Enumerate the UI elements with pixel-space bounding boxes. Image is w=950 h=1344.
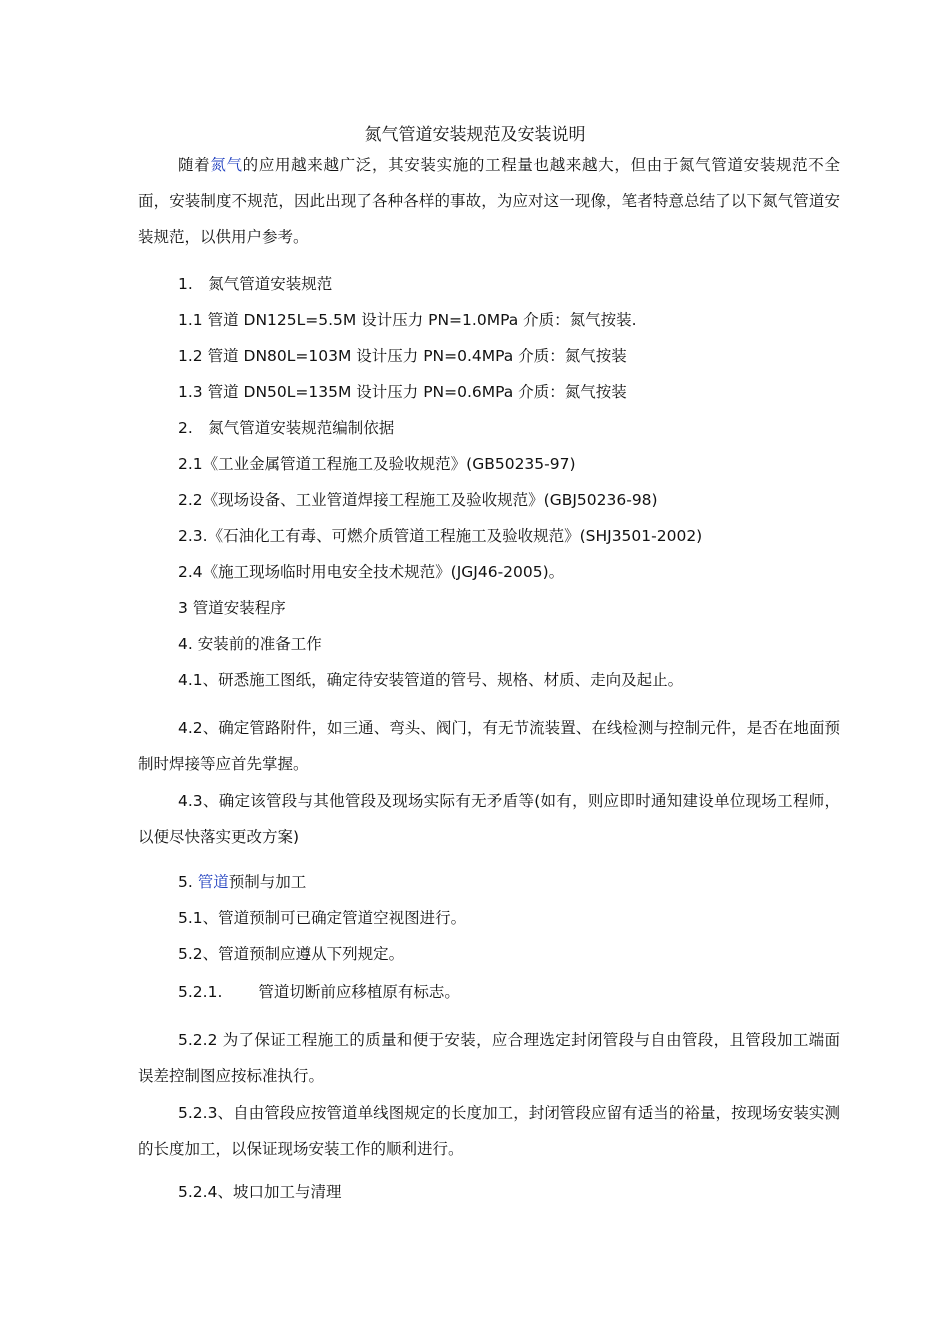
intro-before: 随着: [178, 156, 211, 174]
item-5-2-1-text: 管道切断前应移植原有标志。: [258, 983, 460, 1001]
item-5-2: 5.2、管道预制应遵从下列规定。: [178, 945, 405, 963]
item-5-2-3: 5.2.3、自由管段应按管道单线图规定的长度加工，封闭管段应留有适当的裕量，按现场安装实测的长度加工，以保证现场安装工作的顺利进行。: [138, 1104, 840, 1158]
item-5-2-2: 5.2.2 为了保证工程施工的质量和便于安装，应合理选定封闭管段与自由管段，且管段加工端面误差控制图应按标准执行。: [138, 1031, 840, 1085]
item-4-3: 4.3、确定该管段与其他管段及现场实际有无矛盾等(如有，则应即时通知建设单位现场工程师，以便尽快落实更改方案): [138, 792, 840, 846]
item-5-2-1: [178, 980, 460, 1002]
intro-after: 的应用越来越广泛，其安装实施的工程量也越来越大，但由于氮气管道安装规范不全面，安装制度不规范，因此出现了各种各样的事故，为应对这一现像，笔者特意总结了以下氮气管道安装规范，以供用户参考。: [138, 156, 840, 246]
item-2-4: 2.4《施工现场临时用电安全技术规范》(JGJ46-2005)。: [178, 563, 565, 581]
item-4-1: 4.1、研悉施工图纸，确定待安装管道的管号、规格、材质、走向及起止。: [178, 671, 684, 689]
section-1-heading: 1. 氮气管道安装规范: [178, 275, 333, 293]
section-5-suffix: 预制与加工: [228, 873, 307, 891]
section-5-heading: [178, 870, 306, 892]
item-4-2: 4.2、确定管路附件，如三通、弯头、阀门，有无节流装置、在线检测与控制元件，是否在地面预制时焊接等应首先掌握。: [138, 719, 840, 773]
item-5-2-4: 5.2.4、坡口加工与清理: [178, 1183, 342, 1201]
item-1-3: 1.3 管道 DN50L=135M 设计压力 PN=0.6MPa 介质：氮气按装: [178, 383, 627, 401]
item-2-2: 2.2《现场设备、工业管道焊接工程施工及验收规范》(GBJ50236-98): [178, 491, 658, 509]
item-5-2-1-number: 5.2.1.: [178, 983, 223, 1001]
item-2-1: 2.1《工业金属管道工程施工及验收规范》(GB50235-97): [178, 455, 576, 473]
nitrogen-link[interactable]: 氮气: [210, 156, 243, 174]
section-5-prefix: 5.: [178, 873, 198, 891]
pipe-link[interactable]: 管道: [197, 873, 229, 891]
item-2-3: 2.3.《石油化工有毒、可燃介质管道工程施工及验收规范》(SHJ3501-2002): [178, 527, 703, 545]
section-4-heading: 4. 安装前的准备工作: [178, 635, 322, 653]
intro-paragraph: [138, 147, 840, 255]
document-title: 氮气管道安装规范及安装说明: [364, 125, 586, 145]
section-3-heading: 3 管道安装程序: [178, 599, 286, 617]
item-1-2: 1.2 管道 DN80L=103M 设计压力 PN=0.4MPa 介质：氮气按装: [178, 347, 627, 365]
item-5-1: 5.1、管道预制可已确定管道空视图进行。: [178, 909, 467, 927]
item-1-1: 1.1 管道 DN125L=5.5M 设计压力 PN=1.0MPa 介质：氮气按装.: [178, 311, 637, 329]
section-2-heading: 2. 氮气管道安装规范编制依据: [178, 419, 395, 437]
